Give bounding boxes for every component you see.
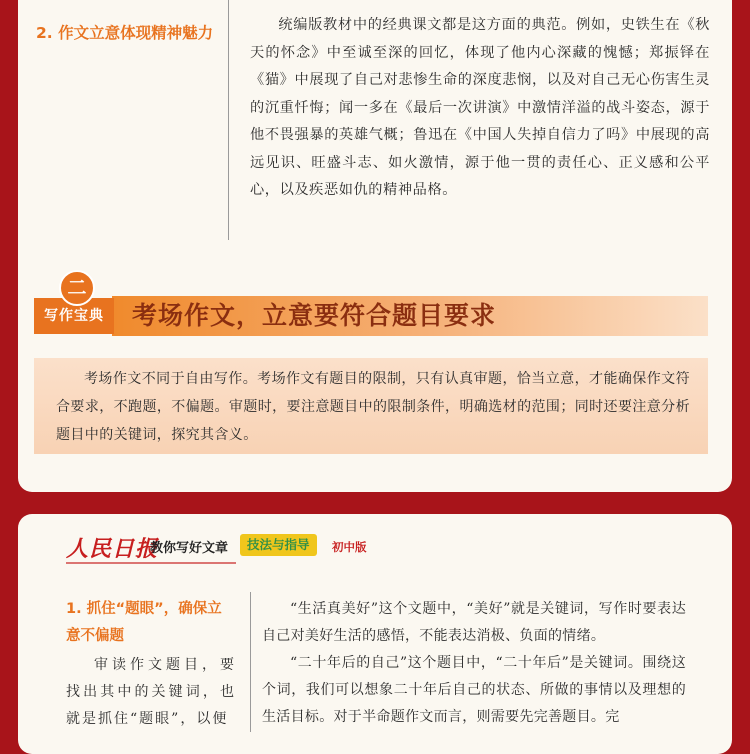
banner-tag: 写作宝典 <box>34 298 114 334</box>
book-title: 教你写好文章 <box>150 541 229 556</box>
left-body <box>66 652 236 733</box>
section-heading: 1. 抓住“题眼”，确保立意不偏题 <box>66 601 222 644</box>
page-card-top <box>18 0 732 492</box>
right-body <box>262 596 686 731</box>
banner-number-badge: 二 <box>59 270 95 306</box>
category-badge: 技法与指导 <box>240 534 317 556</box>
page-card-bottom <box>18 514 732 754</box>
banner-title: 考场作文，立意要符合题目要求 <box>132 301 497 330</box>
header-underline <box>66 562 236 564</box>
right-body-paragraph-1: “生活真美好”这个文题中，“美好”就是关键词，写作时要表达自己对美好生活的感悟，不能表达消极、负面的情绪。 <box>262 601 686 644</box>
divider-line <box>228 0 229 240</box>
tip-paragraph: 考场作文不同于自由写作。考场作文有题目的限制，只有认真审题，恰当立意，才能确保作文符合要求，不跑题，不偏题。审题时，要注意题目中的限制条件，明确选材的范围；同时还要注意分析题目中的关键词，探究其含义。 <box>56 371 690 443</box>
right-body-paragraph-2: “二十年后的自己”这个题目中，“二十年后”是关键词。围绕这个词，我们可以想象二十年后自己的状态、所做的事情以及理想的生活目标。对于半命题作文而言，则需要先完善题目。完 <box>262 655 686 725</box>
section-body <box>250 12 710 205</box>
section-heading: 2. 作文立意体现精神魅力 <box>36 24 214 42</box>
newspaper-logo: 人民日报 <box>66 536 159 562</box>
edition-label: 初中版 <box>332 540 367 554</box>
section-body-paragraph: 统编版教材中的经典课文都是这方面的典范。例如，史铁生在《秋天的怀念》中至诚至深的回忆，体现了他内心深藏的愧憾；郑振铎在《猫》中展现了自己对悲惨生命的深度悲悯，以及对自己无心伤害生灵的沉重忏悔；闻一多在《最后一次讲演》中激情洋溢的战斗姿态，源于他不畏强暴的英雄气概；鲁迅在《中国人失掉自信力了吗》中展现的高远见识、旺盛斗志、如火激情，源于他一贯的责任心、正义感和公平心，以及疾恶如仇的精神品格。 <box>250 17 710 198</box>
tip-text <box>56 365 690 449</box>
left-body-paragraph: 审读作文题目，要找出其中的关键词，也就是抓住“题眼”，以便 <box>66 657 236 727</box>
divider-line <box>250 592 251 732</box>
